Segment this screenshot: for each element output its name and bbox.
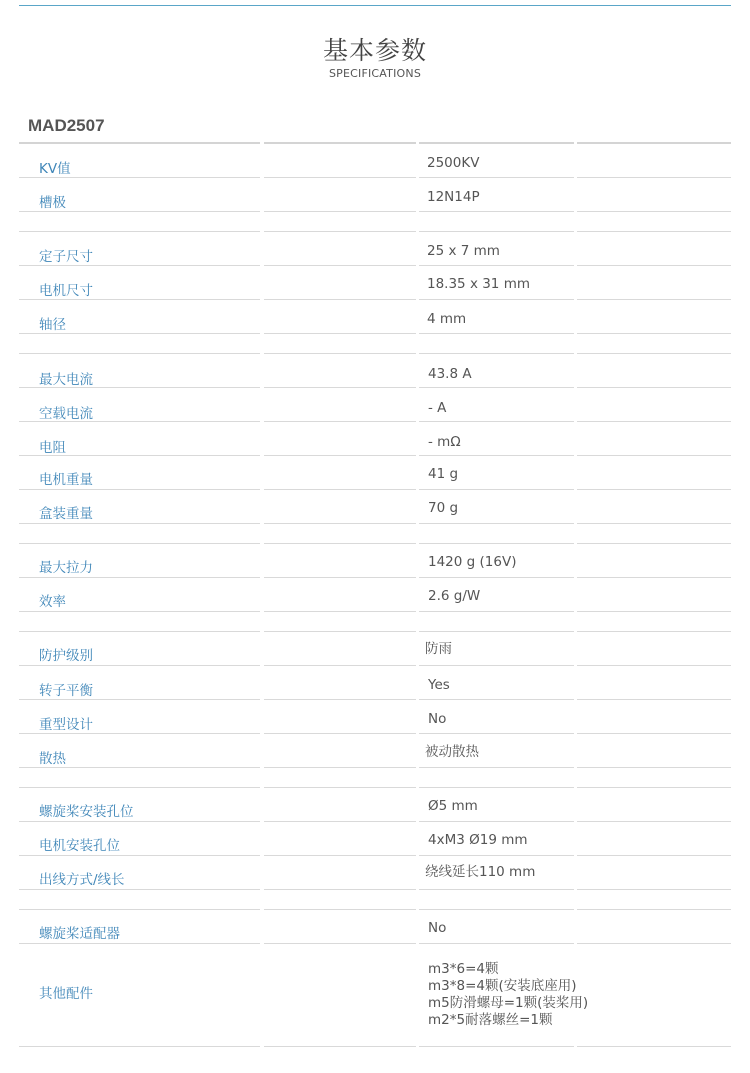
table-rule [577,177,731,178]
table-rule [19,299,260,300]
spec-value: 70 g [428,500,459,516]
spec-value: 25 x 7 mm [427,243,500,259]
table-rule [577,523,731,524]
table-rule [577,699,731,700]
table-rule [577,767,731,768]
table-rule [419,787,574,788]
table-rule [419,455,574,456]
spec-label: 效率 [39,594,66,610]
table-rule [264,767,416,768]
spec-label: 重型设计 [39,717,93,733]
table-rule [419,855,574,856]
table-rule [264,577,416,578]
table-rule [577,631,731,632]
table-rule [577,821,731,822]
spec-label: 最大拉力 [39,560,93,576]
table-rule [577,265,731,266]
spec-label: 出线方式/线长 [39,872,125,888]
spec-value: Ø5 mm [428,798,478,814]
table-rule [264,231,416,232]
table-rule [264,821,416,822]
table-rule [264,699,416,700]
table-rule [419,543,574,544]
table-rule [19,1046,260,1047]
table-rule [577,543,731,544]
table-rule [19,943,260,944]
table-rule [419,299,574,300]
table-rule [419,523,574,524]
table-rule [419,211,574,212]
table-rule [264,387,416,388]
spec-label: 散热 [39,751,66,767]
table-rule [577,455,731,456]
spec-label: 轴径 [39,317,66,333]
spec-value: 2500KV [427,155,480,171]
table-rule [419,231,574,232]
model-name: MAD2507 [28,116,105,135]
table-rule [19,665,260,666]
table-rule [419,265,574,266]
table-rule [19,177,260,178]
table-rule [577,943,731,944]
table-rule [264,489,416,490]
table-rule [264,211,416,212]
spec-value: 12N14P [427,189,480,205]
table-rule [419,665,574,666]
spec-label: 转子平衡 [39,683,93,699]
table-rule [419,767,574,768]
spec-value: 41 g [428,466,459,482]
table-rule [577,353,731,354]
spec-label: 电机安装孔位 [39,838,120,854]
spec-value: No [428,711,447,727]
table-rule [419,142,574,144]
table-rule [419,821,574,822]
table-rule [264,299,416,300]
table-rule [419,421,574,422]
table-rule [19,767,260,768]
table-rule [577,665,731,666]
spec-label: 电阻 [39,440,66,456]
table-rule [264,177,416,178]
spec-label: 盒装重量 [39,506,93,522]
spec-value: 43.8 A [428,366,472,382]
spec-value: 4 mm [427,311,467,327]
table-rule [264,353,416,354]
table-rule [19,543,260,544]
spec-value: 被动散热 [425,744,479,760]
table-rule [19,821,260,822]
table-rule [419,699,574,700]
table-rule [419,353,574,354]
spec-value: - mΩ [428,434,461,450]
table-rule [264,142,416,144]
table-rule [577,421,731,422]
table-rule [19,523,260,524]
table-rule [264,855,416,856]
table-rule [419,333,574,334]
spec-value: m3*6=4颗 m3*8=4颗(安装底座用) m5防滑螺母=1颗(装桨用) m2*5耐落螺丝=1颗 [428,961,589,1028]
table-rule [419,631,574,632]
table-rule [19,855,260,856]
table-rule [19,231,260,232]
spec-label: 槽极 [39,195,66,211]
table-rule [264,1046,416,1047]
table-rule [577,211,731,212]
table-rule [577,889,731,890]
table-rule [419,909,574,910]
spec-value: 1420 g (16V) [428,554,517,570]
table-rule [577,142,731,144]
table-rule [419,611,574,612]
table-rule [19,353,260,354]
table-rule [264,455,416,456]
table-rule [577,611,731,612]
table-rule [264,611,416,612]
table-rule [19,142,260,144]
table-rule [419,177,574,178]
spec-value: Yes [428,677,450,693]
table-rule [264,523,416,524]
table-rule [264,543,416,544]
table-rule [264,421,416,422]
table-rule [19,699,260,700]
table-rule [264,665,416,666]
spec-value: No [428,920,447,936]
table-rule [419,733,574,734]
table-rule [264,909,416,910]
table-rule [19,577,260,578]
table-rule [419,943,574,944]
spec-label: 防护级别 [39,648,93,664]
table-rule [577,333,731,334]
table-rule [19,787,260,788]
table-rule [577,909,731,910]
table-rule [577,733,731,734]
spec-label: 螺旋桨适配器 [39,926,120,942]
section-title: 基本参数 [322,36,427,65]
spec-label: 螺旋桨安装孔位 [39,804,134,820]
table-rule [264,787,416,788]
table-rule [577,387,731,388]
table-rule [264,733,416,734]
spec-value: - A [428,400,447,416]
spec-label: 电机重量 [39,472,93,488]
section-subtitle: SPECIFICATIONS [328,67,422,80]
table-rule [19,489,260,490]
table-rule [19,211,260,212]
table-rule [577,489,731,490]
spec-label: 空载电流 [39,406,93,422]
table-rule [419,889,574,890]
table-rule [19,889,260,890]
spec-label: KV值 [39,161,71,177]
table-rule [264,943,416,944]
table-rule [264,333,416,334]
table-rule [577,1046,731,1047]
spec-value: 防雨 [425,641,452,657]
table-rule [19,909,260,910]
table-rule [19,333,260,334]
table-rule [577,299,731,300]
table-rule [577,855,731,856]
table-rule [577,231,731,232]
table-rule [19,265,260,266]
table-rule [419,489,574,490]
table-rule [264,631,416,632]
table-rule [577,787,731,788]
table-rule [19,733,260,734]
spec-value: 4xM3 Ø19 mm [428,832,528,848]
table-rule [419,577,574,578]
table-rule [19,631,260,632]
spec-value: 绕线延长110 mm [425,864,536,880]
table-rule [19,611,260,612]
table-rule [419,1046,574,1047]
table-rule [419,387,574,388]
spec-label: 电机尺寸 [39,283,93,299]
spec-value: 2.6 g/W [428,588,481,604]
spec-label: 定子尺寸 [39,249,93,265]
table-rule [577,577,731,578]
spec-label: 最大电流 [39,372,93,388]
spec-label: 其他配件 [39,986,93,1002]
table-rule [264,889,416,890]
spec-value: 18.35 x 31 mm [427,276,530,292]
table-rule [264,265,416,266]
